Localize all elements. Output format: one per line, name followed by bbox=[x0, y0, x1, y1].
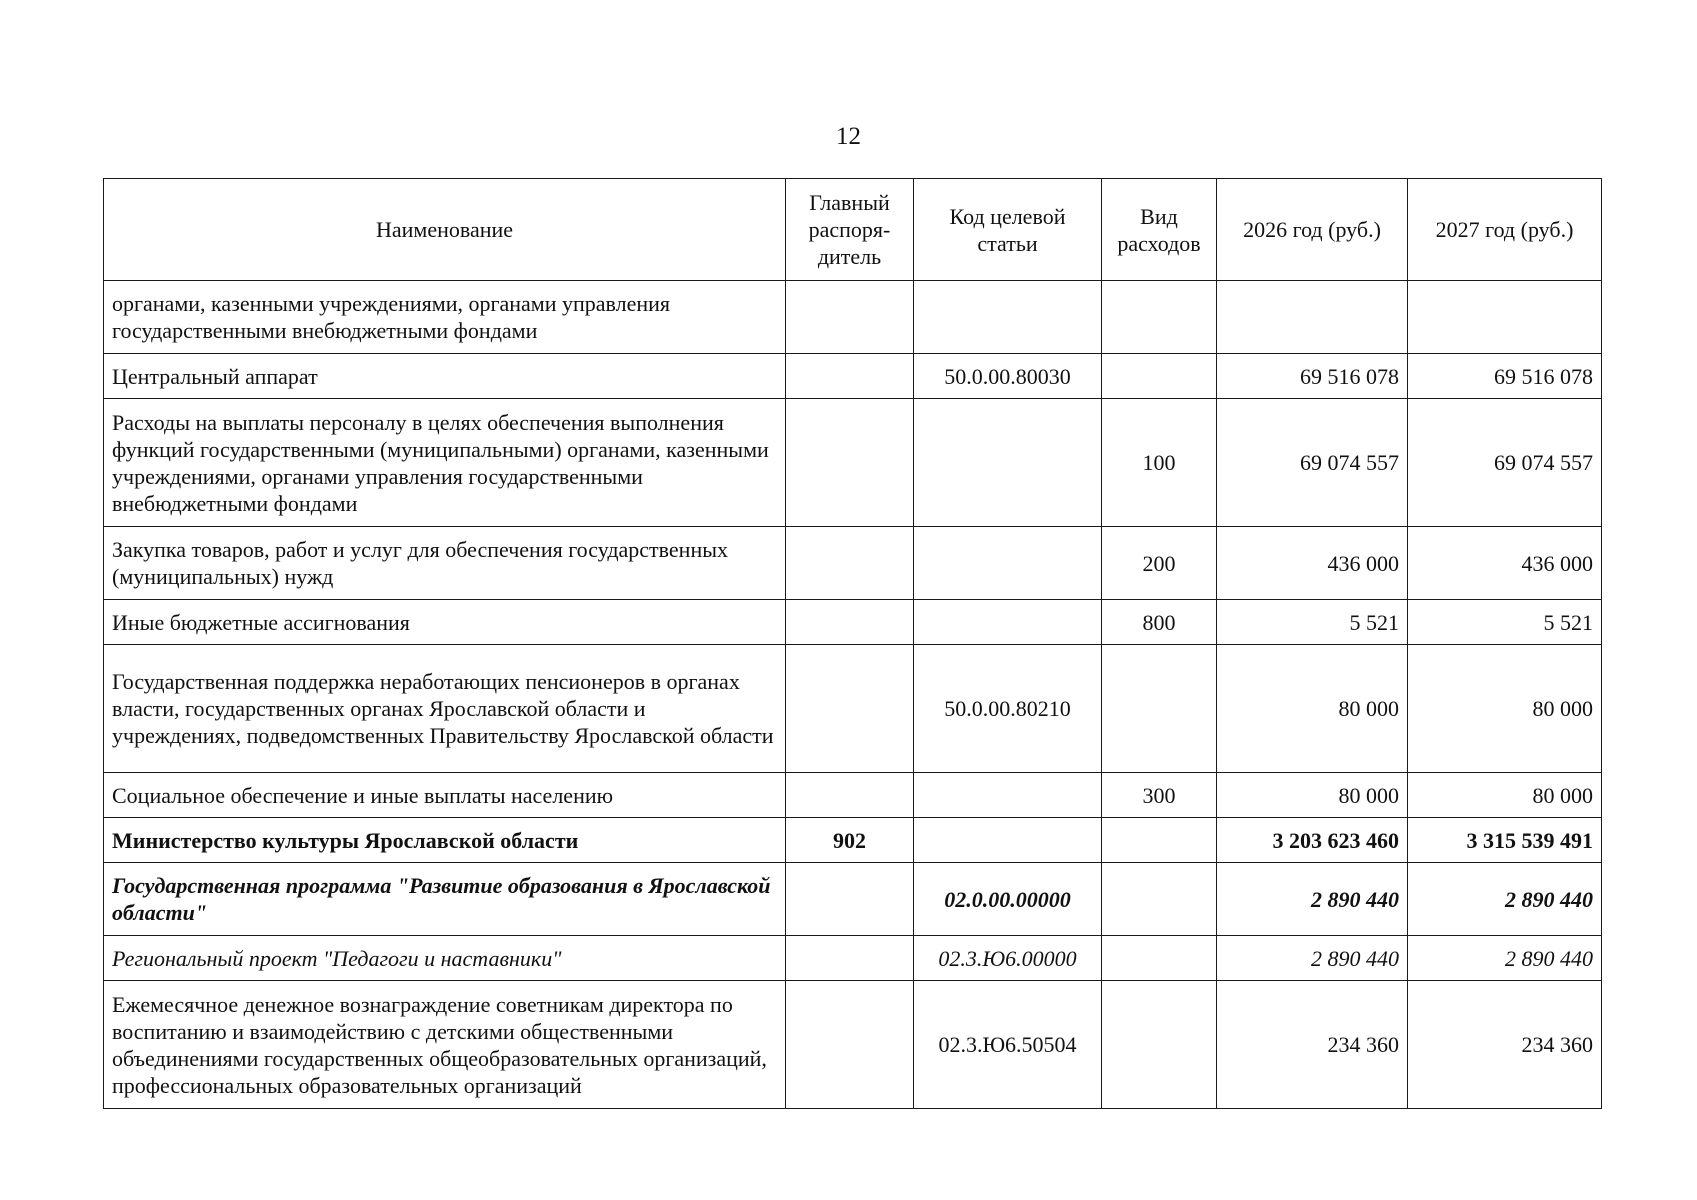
cell-2027: 69 516 078 bbox=[1408, 354, 1602, 399]
cell-manager bbox=[786, 281, 914, 354]
table-body bbox=[104, 281, 1602, 1109]
cell-2026: 436 000 bbox=[1217, 527, 1408, 600]
cell-manager bbox=[786, 527, 914, 600]
header-code: Код целевой статьи bbox=[914, 179, 1102, 281]
table-row bbox=[104, 818, 1602, 863]
table-row bbox=[104, 936, 1602, 981]
cell-2026: 80 000 bbox=[1217, 645, 1408, 773]
cell-2027: 69 074 557 bbox=[1408, 399, 1602, 527]
cell-type bbox=[1102, 281, 1217, 354]
cell-code: 50.0.00.80030 bbox=[914, 354, 1102, 399]
cell-manager bbox=[786, 773, 914, 818]
table-row bbox=[104, 981, 1602, 1109]
cell-type: 200 bbox=[1102, 527, 1217, 600]
cell-type: 100 bbox=[1102, 399, 1217, 527]
cell-2027: 80 000 bbox=[1408, 773, 1602, 818]
cell-code bbox=[914, 281, 1102, 354]
budget-table bbox=[103, 178, 1602, 1109]
header-type: Вид расходов bbox=[1102, 179, 1217, 281]
cell-name: Иные бюджетные ассигнования bbox=[104, 600, 786, 645]
table-row bbox=[104, 399, 1602, 527]
table-row bbox=[104, 773, 1602, 818]
cell-type bbox=[1102, 863, 1217, 936]
header-row bbox=[104, 179, 1602, 281]
header-manager: Главный распоря-дитель bbox=[786, 179, 914, 281]
cell-2026: 234 360 bbox=[1217, 981, 1408, 1109]
cell-manager bbox=[786, 399, 914, 527]
table-header bbox=[104, 179, 1602, 281]
cell-name: Министерство культуры Ярославской области bbox=[104, 818, 786, 863]
cell-2026: 69 074 557 bbox=[1217, 399, 1408, 527]
cell-2026 bbox=[1217, 281, 1408, 354]
cell-2026: 69 516 078 bbox=[1217, 354, 1408, 399]
table-row bbox=[104, 281, 1602, 354]
cell-2027: 2 890 440 bbox=[1408, 863, 1602, 936]
cell-2027: 3 315 539 491 bbox=[1408, 818, 1602, 863]
cell-2027 bbox=[1408, 281, 1602, 354]
table-row bbox=[104, 354, 1602, 399]
cell-name: Закупка товаров, работ и услуг для обеспечения государственных (муниципальных) нужд bbox=[104, 527, 786, 600]
cell-2026: 5 521 bbox=[1217, 600, 1408, 645]
cell-manager: 902 bbox=[786, 818, 914, 863]
cell-2027: 80 000 bbox=[1408, 645, 1602, 773]
table-row bbox=[104, 600, 1602, 645]
cell-2027: 234 360 bbox=[1408, 981, 1602, 1109]
cell-manager bbox=[786, 645, 914, 773]
table-row bbox=[104, 863, 1602, 936]
cell-manager bbox=[786, 354, 914, 399]
cell-2026: 2 890 440 bbox=[1217, 936, 1408, 981]
cell-name: органами, казенными учреждениями, органами управления государственными внебюджетными фондами bbox=[104, 281, 786, 354]
cell-code bbox=[914, 399, 1102, 527]
cell-manager bbox=[786, 936, 914, 981]
cell-code: 02.0.00.00000 bbox=[914, 863, 1102, 936]
header-2027: 2027 год (руб.) bbox=[1408, 179, 1602, 281]
cell-manager bbox=[786, 863, 914, 936]
cell-code bbox=[914, 600, 1102, 645]
cell-type bbox=[1102, 354, 1217, 399]
cell-2027: 2 890 440 bbox=[1408, 936, 1602, 981]
cell-code: 50.0.00.80210 bbox=[914, 645, 1102, 773]
cell-name: Расходы на выплаты персоналу в целях обеспечения выполнения функций государственными (муниципальными) органами, казенными учреждениями, органами управления государственными внебюджетными фондами bbox=[104, 399, 786, 527]
cell-type: 800 bbox=[1102, 600, 1217, 645]
cell-name: Социальное обеспечение и иные выплаты населению bbox=[104, 773, 786, 818]
cell-code bbox=[914, 773, 1102, 818]
cell-2027: 5 521 bbox=[1408, 600, 1602, 645]
cell-name: Ежемесячное денежное вознаграждение советникам директора по воспитанию и взаимодействию с детскими общественными объединениями государственных общеобразовательных организаций, профессиональных образовательных организаций bbox=[104, 981, 786, 1109]
cell-2026: 2 890 440 bbox=[1217, 863, 1408, 936]
cell-code: 02.3.Ю6.00000 bbox=[914, 936, 1102, 981]
header-name: Наименование bbox=[104, 179, 786, 281]
cell-name: Центральный аппарат bbox=[104, 354, 786, 399]
cell-2026: 3 203 623 460 bbox=[1217, 818, 1408, 863]
cell-name: Государственная поддержка неработающих пенсионеров в органах власти, государственных органах Ярославской области и учреждениях, подведомственных Правительству Ярославской области bbox=[104, 645, 786, 773]
cell-manager bbox=[786, 981, 914, 1109]
cell-manager bbox=[786, 600, 914, 645]
table-row bbox=[104, 527, 1602, 600]
cell-code: 02.3.Ю6.50504 bbox=[914, 981, 1102, 1109]
cell-type bbox=[1102, 645, 1217, 773]
cell-name: Государственная программа "Развитие образования в Ярославской области" bbox=[104, 863, 786, 936]
page-number: 12 bbox=[836, 123, 861, 150]
cell-code bbox=[914, 527, 1102, 600]
cell-name: Региональный проект "Педагоги и наставники" bbox=[104, 936, 786, 981]
cell-type bbox=[1102, 936, 1217, 981]
cell-2026: 80 000 bbox=[1217, 773, 1408, 818]
cell-code bbox=[914, 818, 1102, 863]
cell-type bbox=[1102, 818, 1217, 863]
table-row bbox=[104, 645, 1602, 773]
cell-2027: 436 000 bbox=[1408, 527, 1602, 600]
cell-type bbox=[1102, 981, 1217, 1109]
header-2026: 2026 год (руб.) bbox=[1217, 179, 1408, 281]
cell-type: 300 bbox=[1102, 773, 1217, 818]
